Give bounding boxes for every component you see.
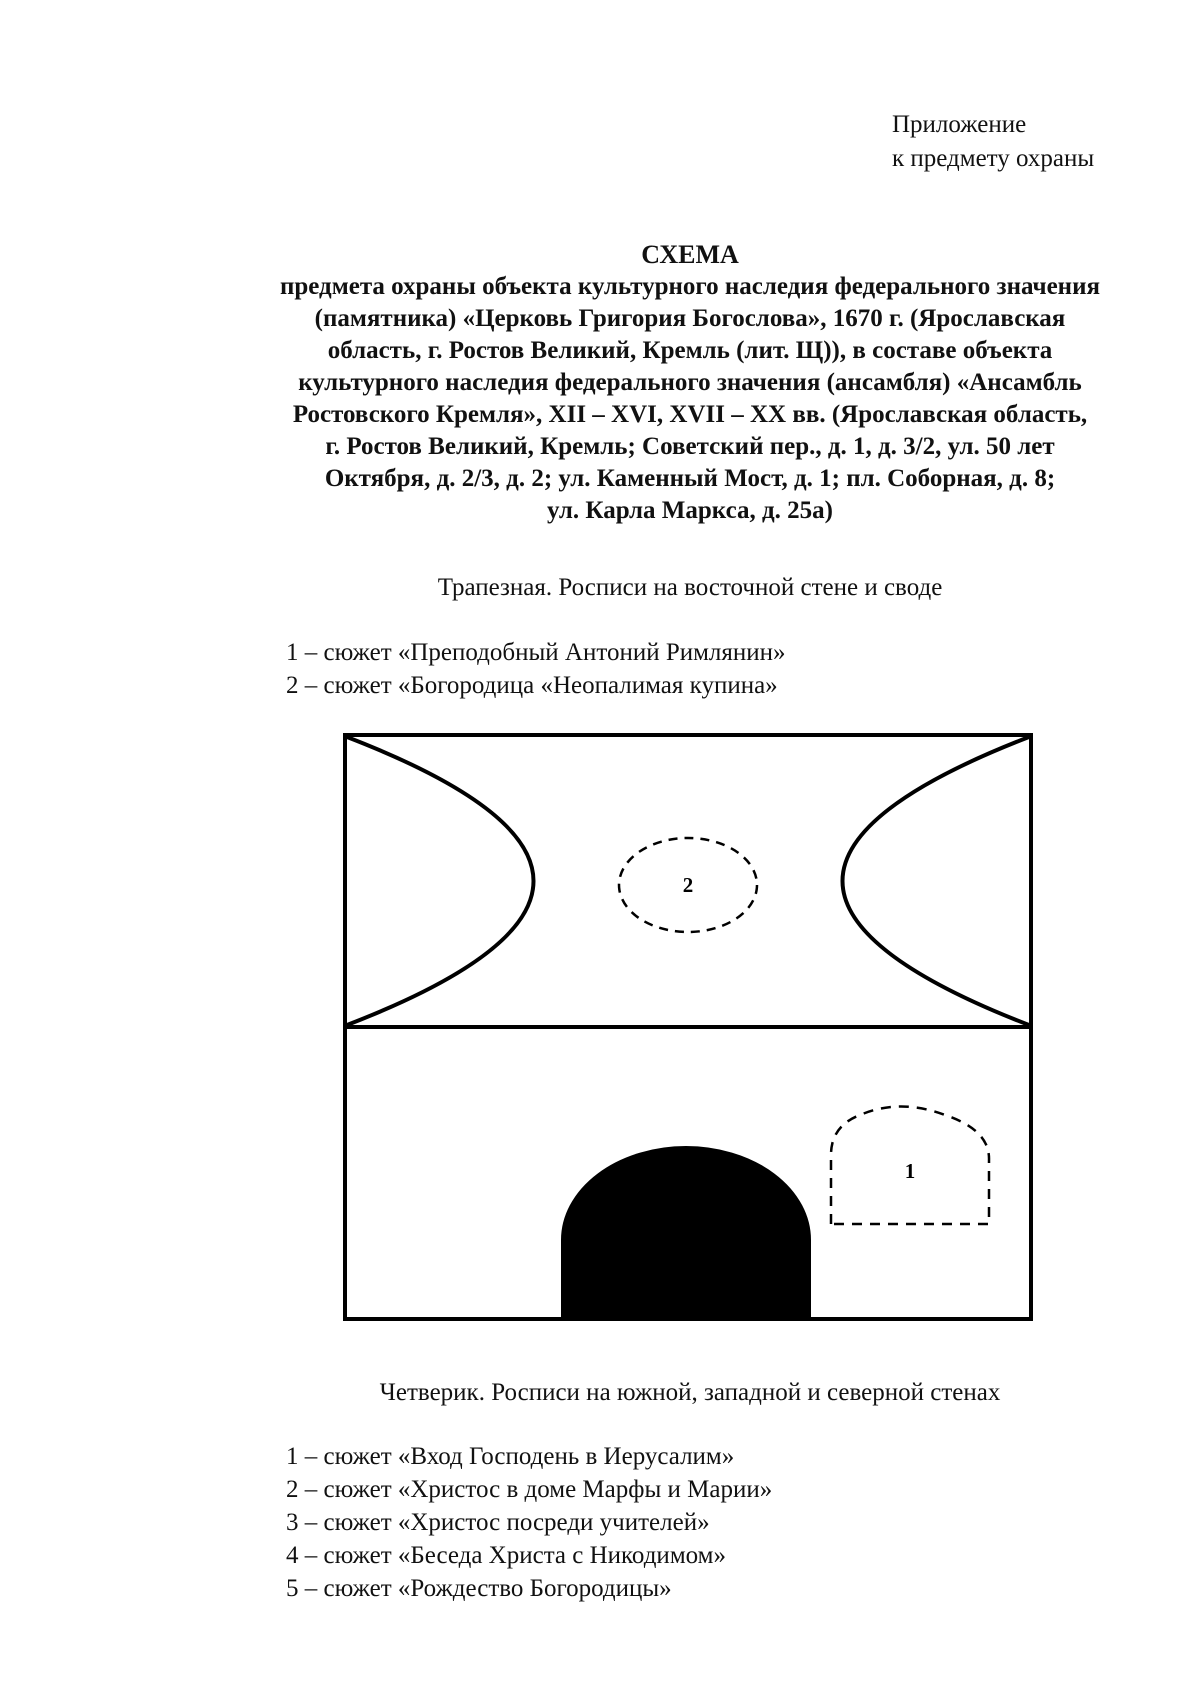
- scheme-diagram: [340, 730, 1040, 1330]
- legend-item: 4 – сюжет «Беседа Христа с Никодимом»: [286, 1542, 726, 1569]
- legend-item: 1 – сюжет «Вход Господень в Иерусалим»: [286, 1443, 735, 1470]
- scheme-svg: [340, 730, 1040, 1330]
- legend-refectory: [286, 636, 786, 702]
- legend-item: 2 – сюжет «Христос в доме Марфы и Марии»: [286, 1476, 773, 1503]
- title-main: СХЕМА: [641, 240, 739, 269]
- title-line: предмета охраны объекта культурного наследия федерального значения: [279, 273, 1101, 300]
- title-line: Ростовского Кремля», XII – XVI, XVII – XX вв. (Ярославская область,: [292, 401, 1088, 428]
- section-heading-refectory: Трапезная. Росписи на восточной стене и своде: [437, 574, 943, 601]
- title-line: ул. Карла Маркса, д. 25а): [547, 497, 833, 524]
- legend-chetverik: [286, 1440, 772, 1605]
- appendix-line-2: к предмету охраны: [892, 145, 1095, 172]
- vault-curve-right: [843, 737, 1030, 1025]
- legend-item: 2 – сюжет «Богородица «Неопалимая купина»: [286, 672, 778, 699]
- title-line: культурного наследия федерального значения (ансамбля) «Ансамбль: [298, 369, 1082, 396]
- region-1-label: 1: [904, 1159, 916, 1183]
- title-line: Октября, д. 2/3, д. 2; ул. Каменный Мост, д. 1; пл. Соборная, д. 8;: [324, 465, 1056, 492]
- title-line: г. Ростов Великий, Кремль; Советский пер., д. 1, д. 3/2, ул. 50 лет: [325, 433, 1055, 460]
- vault-curve-left: [347, 737, 534, 1025]
- legend-item: 5 – сюжет «Рождество Богородицы»: [286, 1575, 672, 1602]
- legend-item: 3 – сюжет «Христос посреди учителей»: [286, 1509, 710, 1536]
- doorway-arch: [562, 1147, 810, 1319]
- region-2-label: 2: [682, 873, 694, 897]
- appendix-note: [892, 108, 1094, 176]
- title-line: область, г. Ростов Великий, Кремль (лит. Щ)), в составе объекта: [327, 337, 1053, 364]
- appendix-line-1: Приложение: [892, 111, 1027, 138]
- section-heading-chetverik: Четверик. Росписи на южной, западной и северной стенах: [379, 1379, 1001, 1406]
- legend-item: 1 – сюжет «Преподобный Антоний Римлянин»: [286, 639, 786, 666]
- title-line: (памятника) «Церковь Григория Богослова», 1670 г. (Ярославская: [314, 305, 1066, 332]
- document-title: [150, 238, 1200, 527]
